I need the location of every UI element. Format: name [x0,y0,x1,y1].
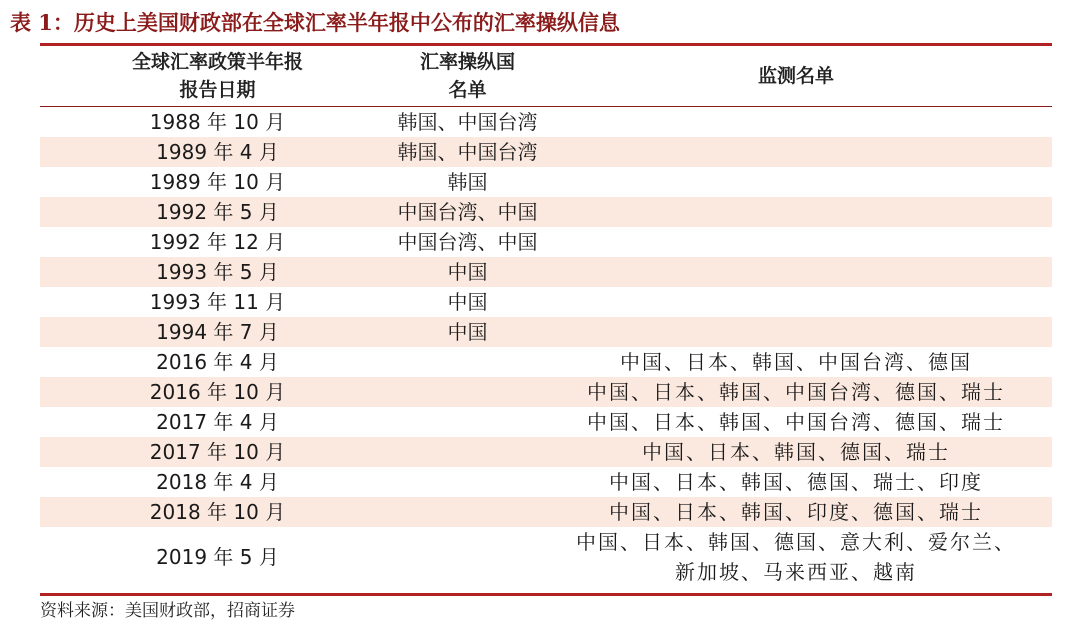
table-caption: 表 1：历史上美国财政部在全球汇率半年报中公布的汇率操纵信息 [10,10,620,35]
cell-date: 1989 年 4 月 [40,137,395,167]
header-report-date-line2: 报告日期 [179,79,256,101]
cell-monitoring [540,137,1052,167]
cell-date: 2018 年 10 月 [40,497,395,527]
table-row [40,497,1052,527]
cell-date: 1992 年 5 月 [40,197,395,227]
manipulation-table [40,46,1052,587]
table-row [40,317,1052,347]
cell-date: 1988 年 10 月 [149,110,286,134]
cell-monitoring: 中国、日本、韩国、中国台湾、德国 [620,350,972,374]
table-row [40,137,1052,167]
table-row [40,197,1052,227]
cell-manipulators [395,497,540,527]
bottom-rule [40,593,1052,596]
cell-manipulators: 韩国、中国台湾 [395,137,540,167]
table-row [40,467,1052,497]
cell-manipulators [395,407,540,437]
cell-monitoring: 中国、日本、韩国、德国、瑞士 [540,437,1052,467]
cell-date: 1993 年 11 月 [149,290,286,314]
table-row [40,107,1052,138]
cell-monitoring: 中国、日本、韩国、德国、瑞士、印度 [609,470,983,494]
table-row [40,407,1052,437]
table-row [40,437,1052,467]
table-row [40,167,1052,197]
cell-monitoring [540,227,1052,257]
table-row [40,227,1052,257]
cell-manipulators [395,347,540,377]
cell-manipulators: 韩国、中国台湾 [397,110,538,134]
cell-monitoring [540,167,1052,197]
cell-date: 2016 年 10 月 [40,377,395,407]
cell-date: 2017 年 4 月 [156,410,279,434]
header-manipulators-line2: 名单 [448,79,487,101]
table-row [40,377,1052,407]
cell-manipulators [395,467,540,497]
header-manipulators [395,46,540,107]
cell-manipulators: 中国 [447,290,488,314]
header-report-date [40,46,395,107]
cell-date: 2019 年 5 月 [156,545,279,569]
header-monitoring: 监测名单 [540,46,1052,107]
cell-date: 2016 年 4 月 [156,350,279,374]
table-row [40,527,1052,587]
cell-manipulators [395,377,540,407]
cell-monitoring [540,527,1052,587]
cell-date: 1992 年 12 月 [149,230,286,254]
cell-date: 1993 年 5 月 [40,257,395,287]
cell-monitoring-line1: 中国、日本、韩国、德国、意大利、爱尔兰、 [576,530,1016,554]
header-manipulators-line1: 汇率操纵国 [419,51,515,73]
cell-manipulators: 韩国 [447,170,488,194]
table-row [40,347,1052,377]
cell-manipulators [395,437,540,467]
cell-manipulators: 中国台湾、中国 [395,197,540,227]
cell-monitoring [540,317,1052,347]
cell-monitoring-line2: 新加坡、马来西亚、越南 [675,560,917,584]
table-row [40,257,1052,287]
cell-date: 1994 年 7 月 [40,317,395,347]
header-row [40,46,1052,107]
cell-manipulators: 中国台湾、中国 [397,230,538,254]
cell-monitoring [540,257,1052,287]
header-report-date-line1: 全球汇率政策半年报 [131,51,303,73]
cell-manipulators: 中国 [395,317,540,347]
cell-monitoring [540,107,1052,138]
cell-monitoring [540,197,1052,227]
cell-date: 2018 年 4 月 [156,470,279,494]
source-note: 资料来源：美国财政部，招商证券 [40,601,295,621]
cell-monitoring: 中国、日本、韩国、印度、德国、瑞士 [540,497,1052,527]
cell-manipulators: 中国 [395,257,540,287]
cell-date: 1989 年 10 月 [149,170,286,194]
table-row [40,287,1052,317]
cell-manipulators [395,527,540,587]
cell-monitoring [540,287,1052,317]
cell-monitoring: 中国、日本、韩国、中国台湾、德国、瑞士 [587,410,1005,434]
cell-date: 2017 年 10 月 [40,437,395,467]
cell-monitoring: 中国、日本、韩国、中国台湾、德国、瑞士 [540,377,1052,407]
